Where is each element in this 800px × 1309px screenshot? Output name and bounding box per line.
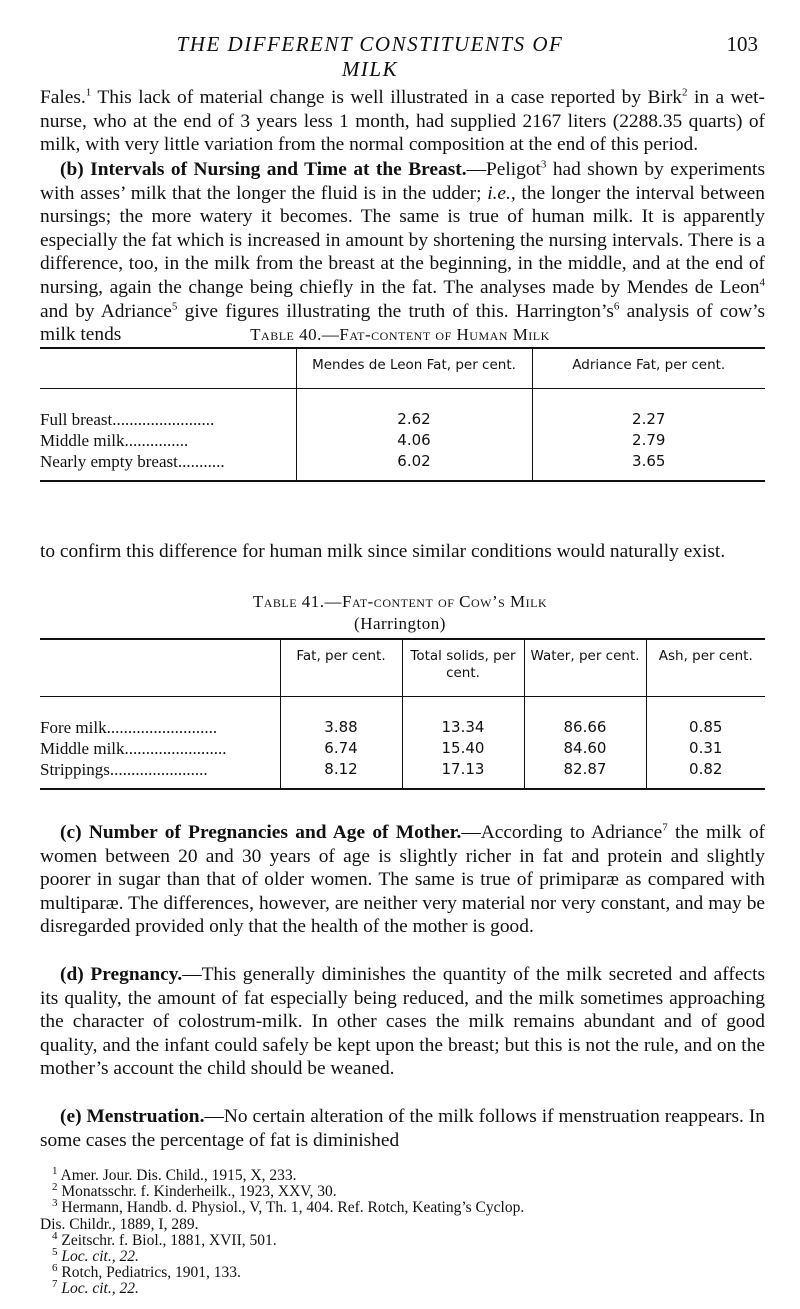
table-row (40, 697, 765, 739)
table-row (40, 451, 765, 481)
text-run: give figures illustrating the truth of this. Harrington’s (177, 300, 614, 322)
table-cell: 3.88 (280, 697, 402, 739)
footnote: $^6$ Rotch, Pediatrics, 1901, 133. (52, 1262, 241, 1282)
table-cell: 2.62 (296, 389, 532, 431)
table-41-subtitle: (Harrington) (354, 614, 446, 633)
row-label: Middle milk............... (40, 431, 189, 450)
section-heading-e: (e) Menstruation. (60, 1106, 205, 1127)
row-label: Fore milk.......................... (40, 718, 218, 737)
column-header: Ash, per cent. (646, 639, 765, 697)
table-row (40, 430, 765, 451)
table-41-title: Table 41.—Fat-content of Cow’s Milk (252, 592, 548, 611)
text-run: in a wet-nurse, who at the end of 3 years less 1 month, had supplied 2167 liters (2288.35 quarts) of milk, with very little variation from the normal composition at the end of this period. (40, 87, 766, 156)
table-cell: 84.60 (524, 738, 646, 759)
text-run: the longer the interval between nursings; the more watery it becomes. The same is true of human milk. It is apparently especially the fat which is increased in amount by shortening the nursing intervals. There is a difference, too, in the milk from the breast at the beginning, in the middle, and at the end of nursing, again the change being chiefly in the fat. The analyses made by Mendes de Leon (40, 182, 765, 298)
footnote: $^4$ Zeitschr. f. Biol., 1881, XVII, 501. (52, 1229, 277, 1249)
text-run: —No certain alteration of the milk follows if menstruation reappears. In some cases the percentage of fat is diminished (40, 1106, 765, 1151)
table-corner (40, 348, 296, 389)
text-run: had shown by experiments with asses’ milk that the longer the fluid is in the udder; (40, 159, 765, 204)
table-40 (40, 347, 765, 482)
table-cell: 0.82 (646, 759, 765, 789)
table-cell: 6.74 (280, 738, 402, 759)
table-cell: 0.31 (646, 738, 765, 759)
footnote: $^3$ Hermann, Handb. d. Physiol., V, Th. 1, 404. Ref. Rotch, Keating’s Cyclop. (52, 1197, 525, 1217)
paragraph-pregnancies (40, 821, 765, 939)
footnote-ref: 5 (171, 300, 178, 313)
footnote-ref: 7 (662, 821, 668, 834)
table-cell: 86.66 (524, 697, 646, 739)
table-cell: 15.40 (402, 738, 524, 759)
footnote-ref: 6 (613, 300, 620, 313)
text-run: analysis of cow’s milk tends (40, 300, 766, 346)
row-label: Full breast........................ (40, 410, 215, 429)
footnote-ref: 4 (759, 276, 765, 289)
table-row (40, 389, 765, 431)
paragraph-fales (40, 86, 765, 157)
paragraph-confirm (40, 540, 765, 564)
paragraph-menstruation (40, 1105, 765, 1152)
row-label: Strippings....................... (40, 760, 208, 779)
section-heading-b: (b) Intervals of Nursing and Time at the Breast. (60, 159, 467, 180)
table-cell: 3.65 (532, 451, 765, 481)
paragraph-intervals (40, 158, 765, 347)
page-number: 103 (726, 32, 758, 56)
section-heading-d: (d) Pregnancy. (60, 964, 183, 985)
footnote-ref: 2 (682, 86, 688, 99)
table-cell: 82.87 (524, 759, 646, 789)
text-run: and by Adriance (40, 300, 172, 322)
column-header: Total solids, per cent. (402, 639, 524, 697)
footnotes (40, 1164, 772, 1298)
footnote: $^7$ Loc. cit., 22. (52, 1278, 139, 1298)
column-header: Adriance Fat, per cent. (532, 348, 765, 389)
table-cell: 2.79 (532, 430, 765, 451)
column-header: Fat, per cent. (280, 639, 402, 697)
footnote-ref: 1 (85, 86, 92, 99)
footnote: $^1$ Amer. Jour. Dis. Child., 1915, X, 233. (52, 1164, 297, 1184)
footnote: $^2$ Monatsschr. f. Kinderheilk., 1923, XXV, 30. (52, 1181, 337, 1201)
text-run: i.e., (487, 182, 516, 204)
text-run: —This generally diminishes the quantity of the milk secreted and affects its quality, the amount of fat especially being reduced, and the milk sometimes approaching the character of colostrum-milk. In other cases the milk remains abundant and of good quality, and the infant could safely be kept upon the breast; but this is not the rule, and on the mother’s account the child should be weaned. (40, 964, 766, 1080)
running-header (0, 32, 800, 81)
text-run: the milk of women between 20 and 30 years of age is slightly richer in fat and protein and slightly poorer in sugar than that of older women. The same is true of primiparæ as compared with multiparæ. The differences, however, are neither very material nor very constant, and may be disregarded provided only that the health of the mother is good. (40, 822, 765, 938)
text-run: —Peligot (466, 159, 541, 180)
section-heading-c: (c) Number of Pregnancies and Age of Mother. (60, 822, 462, 843)
text-run: —According to Adriance (461, 822, 663, 843)
table-cell: 8.12 (280, 759, 402, 789)
table-corner (40, 639, 280, 697)
table-cell: 4.06 (296, 430, 532, 451)
text-run: to confirm this difference for human milk since similar conditions would naturally exist. (40, 541, 726, 562)
table-cell: 2.27 (532, 389, 765, 431)
footnote-continuation: Dis. Childr., 1889, I, 289. (40, 1215, 199, 1233)
table-row (40, 759, 765, 789)
text-run: This lack of material change is well illustrated in a case reported by Birk (91, 87, 682, 108)
table-row (40, 738, 765, 759)
table-cell: 13.34 (402, 697, 524, 739)
table-cell: 0.85 (646, 697, 765, 739)
running-title: THE DIFFERENT CONSTITUENTS OF MILK (176, 32, 564, 81)
footnote-ref: 3 (540, 158, 547, 171)
table-cell: 17.13 (402, 759, 524, 789)
table-40-title: Table 40.—Fat-content of Human Milk (250, 325, 550, 344)
text-run: Fales. (40, 87, 86, 108)
table-41 (40, 638, 765, 790)
row-label: Nearly empty breast........... (40, 452, 225, 471)
row-label: Middle milk........................ (40, 739, 227, 758)
paragraph-pregnancy (40, 963, 765, 1081)
table-cell: 6.02 (296, 451, 532, 481)
column-header: Water, per cent. (524, 639, 646, 697)
footnote: $^5$ Loc. cit., 22. (52, 1245, 139, 1266)
column-header: Mendes de Leon Fat, per cent. (296, 348, 532, 389)
